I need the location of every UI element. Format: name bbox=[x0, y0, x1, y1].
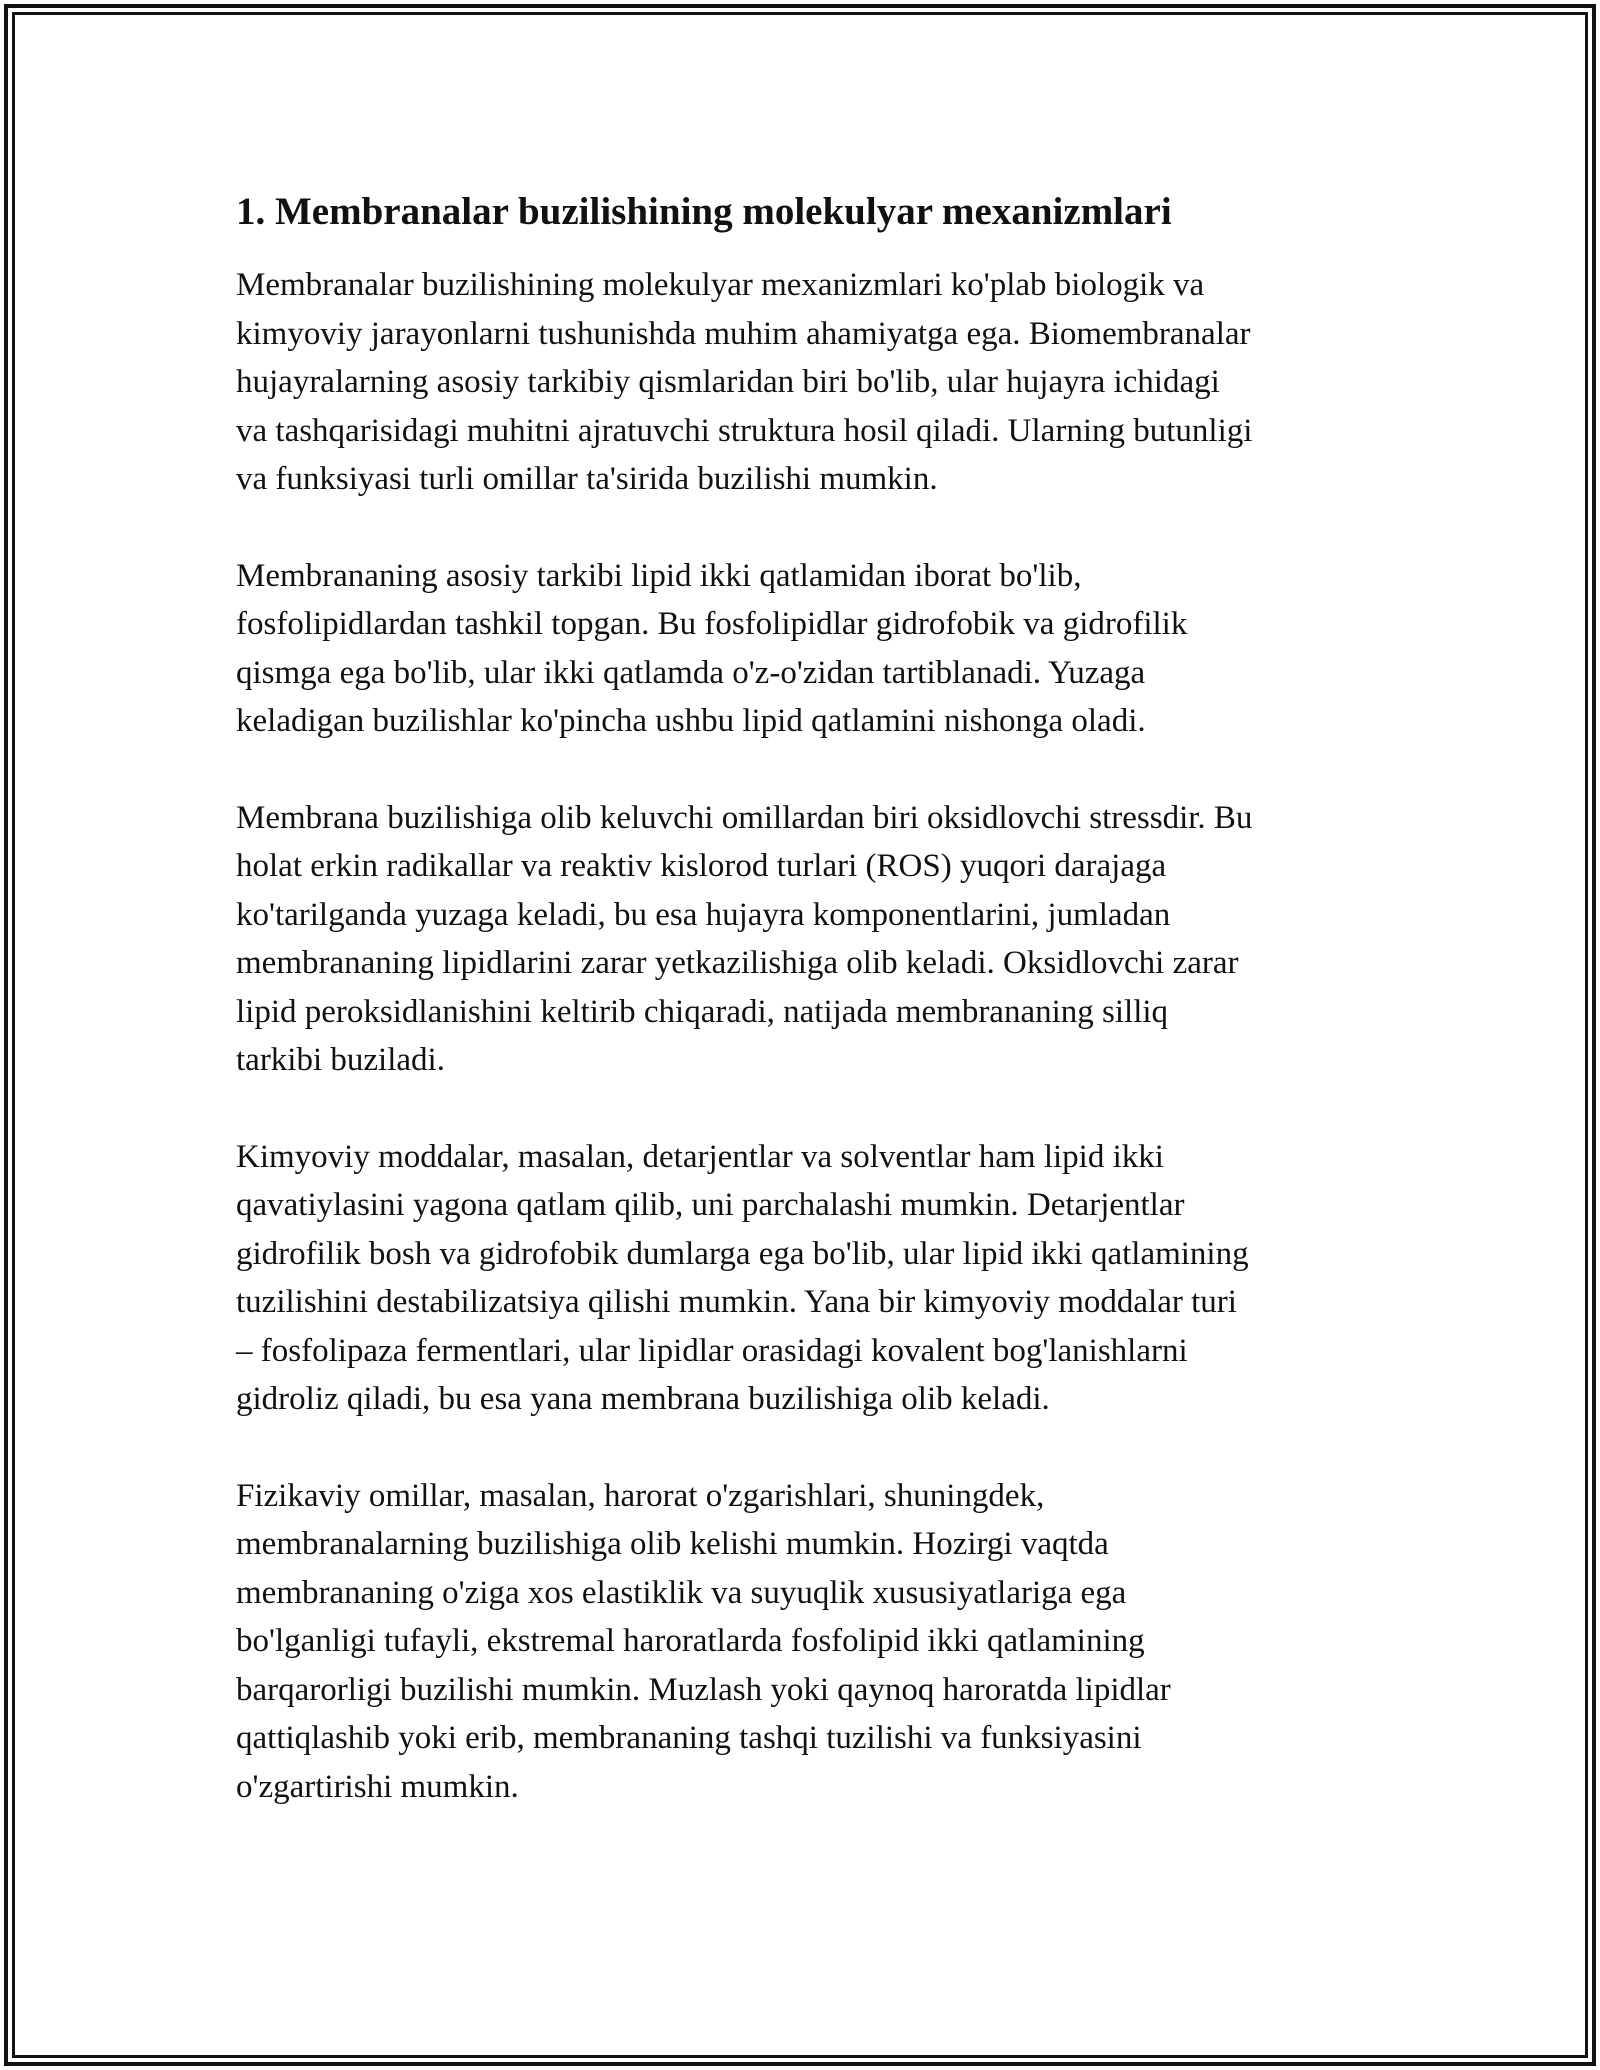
text-line: membrananing lipidlarini zarar yetkazilishiga olib keladi. Oksidlovchi zarar bbox=[236, 945, 1239, 981]
text-line: Kimyoviy moddalar, masalan, detarjentlar va solventlar ham lipid ikki bbox=[236, 1138, 1164, 1175]
text-line: va funksiyasi turli omillar ta'sirida buzilishi mumkin. bbox=[236, 461, 938, 497]
text-line: Fizikaviy omillar, masalan, harorat o'zgarishlari, shuningdek, bbox=[236, 1477, 1045, 1514]
section-heading: 1. Membranalar buzilishining molekulyar mexanizmlari bbox=[236, 190, 1172, 233]
text-line: qattiqlashib yoki erib, membrananing tashqi tuzilishi va funksiyasini bbox=[236, 1720, 1142, 1756]
text-line: hujayralarning asosiy tarkibiy qismlaridan biri bo'lib, ular hujayra ichidagi bbox=[236, 364, 1220, 400]
text-line: holat erkin radikallar va reaktiv kislorod turlari (ROS) yuqori darajaga bbox=[236, 848, 1167, 884]
text-line: membrananing o'ziga xos elastiklik va suyuqlik xususiyatlariga ega bbox=[236, 1574, 1127, 1611]
text-line: qavatiylasini yagona qatlam qilib, uni parchalashi mumkin. Detarjentlar bbox=[236, 1187, 1185, 1223]
text-line: barqarorligi buzilishi mumkin. Muzlash yoki qaynoq haroratda lipidlar bbox=[236, 1671, 1171, 1708]
text-line: gidrofilik bosh va gidrofobik dumlarga ega bo'lib, ular lipid ikki qatlamining bbox=[236, 1235, 1249, 1272]
paragraph-3 bbox=[236, 794, 1371, 1085]
paragraph-5 bbox=[236, 1472, 1371, 1812]
text-line: ko'tarilganda yuzaga keladi, bu esa hujayra komponentlarini, jumladan bbox=[236, 896, 1171, 933]
text-line: bo'lganligi tufayli, ekstremal haroratlarda fosfolipid ikki qatlamining bbox=[236, 1623, 1145, 1659]
paragraph-4 bbox=[236, 1133, 1371, 1424]
text-line: qismga ega bo'lib, ular ikki qatlamda o'z-o'zidan tartiblanadi. Yuzaga bbox=[236, 654, 1146, 691]
text-line: Membrananing asosiy tarkibi lipid ikki qatlamidan iborat bo'lib, bbox=[236, 557, 1082, 594]
text-line: va tashqarisidagi muhitni ajratuvchi struktura hosil qiladi. Ularning butunligi bbox=[236, 412, 1253, 449]
paragraph-2 bbox=[236, 552, 1371, 746]
text-line: Membranalar buzilishining molekulyar mexanizmlari ko'plab biologik va bbox=[236, 267, 1205, 303]
text-line: membranalarning buzilishiga olib kelishi mumkin. Hozirgi vaqtda bbox=[236, 1526, 1109, 1562]
text-line: tuzilishini destabilizatsiya qilishi mumkin. Yana bir kimyoviy moddalar turi bbox=[236, 1284, 1237, 1320]
text-line: fosfolipidlardan tashkil topgan. Bu fosfolipidlar gidrofobik va gidrofilik bbox=[236, 606, 1188, 642]
paragraph-1 bbox=[236, 261, 1371, 504]
text-line: tarkibi buziladi. bbox=[236, 1042, 445, 1078]
text-line: Membrana buzilishiga olib keluvchi omillardan biri oksidlovchi stressdir. Bu bbox=[236, 799, 1253, 836]
text-line: keladigan buzilishlar ko'pincha ushbu lipid qatlamini nishonga oladi. bbox=[236, 703, 1146, 739]
document-body bbox=[236, 186, 1371, 1859]
text-line: o'zgartirishi mumkin. bbox=[236, 1768, 519, 1805]
text-line: – fosfolipaza fermentlari, ular lipidlar orasidagi kovalent bog'lanishlarni bbox=[236, 1332, 1188, 1369]
text-line: lipid peroksidlanishini keltirib chiqaradi, natijada membrananing silliq bbox=[236, 993, 1169, 1030]
text-line: kimyoviy jarayonlarni tushunishda muhim ahamiyatga ega. Biomembranalar bbox=[236, 315, 1251, 352]
text-line: gidroliz qiladi, bu esa yana membrana buzilishiga olib keladi. bbox=[236, 1381, 1050, 1417]
